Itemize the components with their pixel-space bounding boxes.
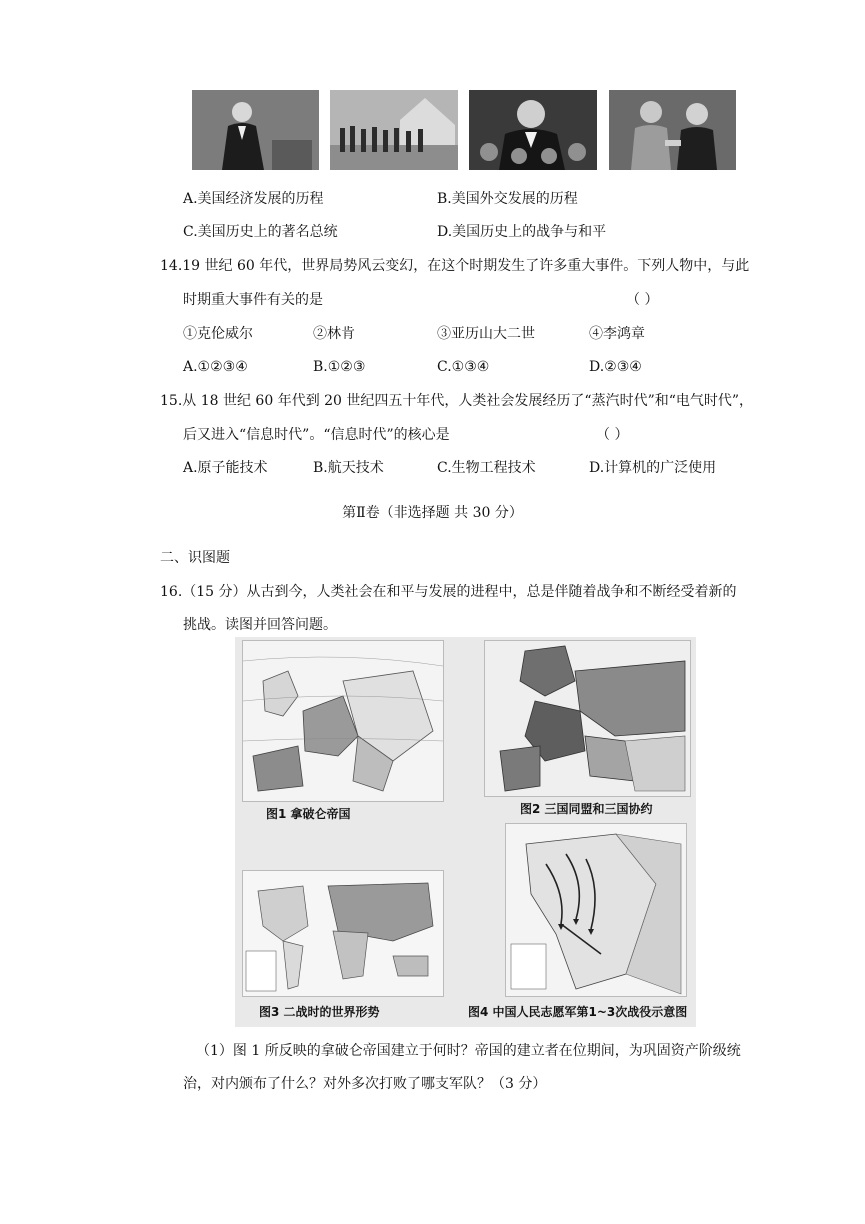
figure3-caption: 图3 二战时的世界形势 (259, 1005, 380, 1019)
washington-portrait-photo (192, 90, 319, 170)
q14-stem-line1: 14.19 世纪 60 年代，世界局势风云变幻，在这个时期发生了许多重大事件。下列人物中，与此 (160, 258, 750, 274)
q14-option-a: A.①②③④ (183, 359, 248, 375)
q14-person-3: ③亚历山大二世 (437, 326, 535, 342)
q16-stem-line2: 挑战。读图并回答问题。 (183, 617, 337, 633)
q14-option-c: C.①③④ (437, 359, 490, 375)
q15-option-a: A.原子能技术 (183, 460, 268, 476)
q13-option-c: C.美国历史上的著名总统 (183, 224, 338, 240)
figure1-caption: 图1 拿破仑帝国 (266, 807, 351, 821)
q15-answer-bracket: （ ） (596, 427, 629, 443)
q14-answer-bracket: （ ） (626, 292, 659, 308)
q14-person-2: ②林肯 (313, 326, 355, 342)
q15-option-d: D.计算机的广泛使用 (589, 460, 717, 476)
q15-option-b: B.航天技术 (313, 460, 384, 476)
civil-war-camp-photo (330, 90, 458, 170)
figure4-caption: 图4 中国人民志愿军第1~3次战役示意图 (468, 1005, 688, 1019)
figure2-caption: 图2 三国同盟和三国协约 (520, 802, 653, 816)
volume-title: 第Ⅱ卷（非选择题 共 30 分） (342, 505, 523, 521)
q13-option-d: D.美国历史上的战争与和平 (437, 224, 607, 240)
q15-stem-line1: 15.从 18 世纪 60 年代到 20 世纪四五十年代，人类社会发展经历了“蒸汽时代”和“电气时代”， (160, 393, 754, 409)
q16-sub1-line1: （1）图 1 所反映的拿破仑帝国建立于何时？帝国的建立者在位期间，为巩固资产阶级统 (196, 1043, 741, 1059)
q14-option-b: B.①②③ (313, 359, 366, 375)
q14-person-4: ④李鸿章 (589, 326, 645, 342)
q16-stem-line1: 16.（15 分）从古到今，人类社会在和平与发展的进程中，总是伴随着战争和不断经受着新的 (160, 584, 737, 600)
triple-alliance-entente-map (484, 640, 691, 797)
ww2-world-situation-map (242, 870, 444, 997)
q15-stem-line2: 后又进入“信息时代”。“信息时代”的核心是 (183, 427, 450, 443)
q14-person-1: ①克伦威尔 (183, 326, 253, 342)
mao-nixon-handshake-photo (609, 90, 736, 170)
napoleon-empire-map (242, 640, 444, 802)
q13-option-a: A.美国经济发展的历程 (183, 191, 324, 207)
roosevelt-radio-photo (469, 90, 597, 170)
q13-option-b: B.美国外交发展的历程 (437, 191, 578, 207)
volunteer-army-campaign-map (505, 823, 687, 997)
section-title: 二、识图题 (160, 550, 230, 566)
q16-sub1-line2: 治，对内颁布了什么？对外多次打败了哪支军队？（3 分） (183, 1076, 547, 1092)
q15-option-c: C.生物工程技术 (437, 460, 536, 476)
q14-stem-line2: 时期重大事件有关的是 (183, 292, 323, 308)
q14-option-d: D.②③④ (589, 359, 642, 375)
